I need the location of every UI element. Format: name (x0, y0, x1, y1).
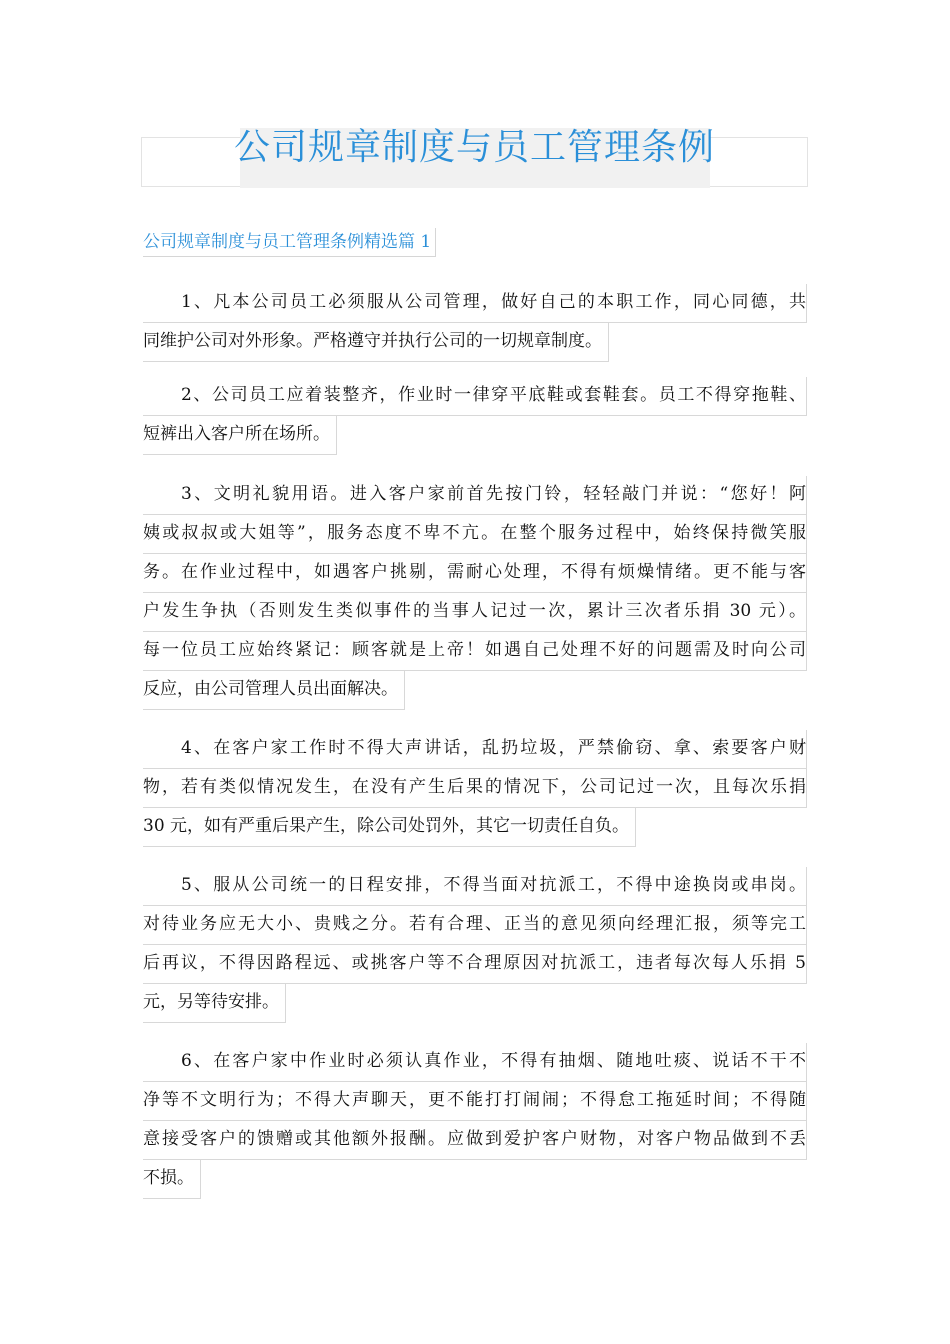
paragraph-2 (143, 377, 807, 459)
paragraph-line: 3、文明礼貌用语。进入客户家前首先按门铃，轻轻敲门并说：“您好！阿 (143, 476, 807, 515)
paragraph-1 (143, 284, 807, 366)
paragraph-line: 物，若有类似情况发生，在没有产生后果的情况下，公司记过一次，且每次乐捐 (143, 769, 807, 808)
paragraph-line: 1、凡本公司员工必须服从公司管理，做好自己的本职工作，同心同德，共 (143, 284, 807, 323)
paragraph-line: 2、公司员工应着装整齐，作业时一律穿平底鞋或套鞋套。员工不得穿拖鞋、 (143, 377, 807, 416)
document-title: 公司规章制度与员工管理条例 (233, 127, 715, 168)
paragraph-line: 后再议，不得因路程远、或挑客户等不合理原因对抗派工，违者每次每人乐捐 5 (143, 945, 807, 984)
paragraph-5 (143, 867, 807, 1027)
paragraph-line: 每一位员工应始终紧记：顾客就是上帝！如遇自己处理不好的问题需及时向公司 (143, 632, 807, 671)
paragraph-line: 4、在客户家工作时不得大声讲话，乱扔垃圾，严禁偷窃、拿、索要客户财 (143, 730, 807, 769)
paragraph-line: 户发生争执（否则发生类似事件的当事人记过一次，累计三次者乐捐 30 元）。 (143, 593, 807, 632)
paragraph-line: 30 元，如有严重后果产生，除公司处罚外，其它一切责任自负。 (143, 808, 636, 847)
paragraph-line: 对待业务应无大小、贵贱之分。若有合理、正当的意见须向经理汇报，须等完工 (143, 906, 807, 945)
paragraph-line: 5、服从公司统一的日程安排，不得当面对抗派工，不得中途换岗或串岗。 (143, 867, 807, 906)
paragraph-line: 同维护公司对外形象。严格遵守并执行公司的一切规章制度。 (143, 323, 609, 362)
paragraph-line: 不损。 (143, 1160, 201, 1199)
paragraph-line: 意接受客户的馈赠或其他额外报酬。应做到爱护客户财物，对客户物品做到不丢 (143, 1121, 807, 1160)
section-subtitle: 公司规章制度与员工管理条例精选篇 1 (143, 228, 436, 257)
paragraph-line: 反应，由公司管理人员出面解决。 (143, 671, 405, 710)
paragraph-line: 短裤出入客户所在场所。 (143, 416, 337, 455)
paragraph-line: 元，另等待安排。 (143, 984, 286, 1023)
paragraph-6 (143, 1043, 807, 1203)
paragraph-line: 净等不文明行为；不得大声聊天，更不能打打闹闹；不得怠工拖延时间；不得随 (143, 1082, 807, 1121)
paragraph-4 (143, 730, 807, 851)
paragraph-line: 姨或叔叔或大姐等”，服务态度不卑不亢。在整个服务过程中，始终保持微笑服 (143, 515, 807, 554)
paragraph-line: 6、在客户家中作业时必须认真作业，不得有抽烟、随地吐痰、说话不干不 (143, 1043, 807, 1082)
paragraph-3 (143, 476, 807, 714)
paragraph-line: 务。在作业过程中，如遇客户挑剔，需耐心处理，不得有烦燥情绪。更不能与客 (143, 554, 807, 593)
